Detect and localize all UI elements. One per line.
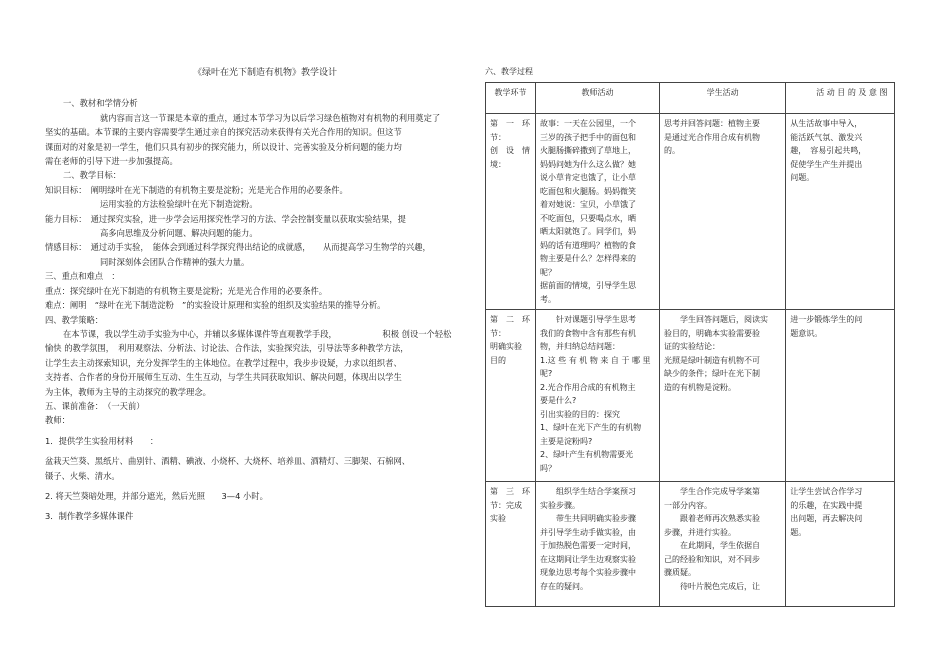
right-page: [485, 66, 895, 607]
cell-line: 火腿肠撕碎撒到了草地上，: [540, 146, 637, 155]
header-cell: 活 动 目 的 及 意 图: [786, 83, 895, 114]
text-line: 就内容而言这一节课是本章的重点，通过本节学习为以后学习绿色植物对有机物的利用奠定了: [100, 112, 441, 123]
cell-line: 晒太阳就饱了。同学们，妈: [540, 227, 637, 236]
table-cell: [660, 114, 786, 310]
cell-line: 我们的食物中含有那些有机: [540, 328, 637, 338]
cell-line: 据前面的情境，引导学生思: [540, 281, 637, 290]
cell-line: 三岁的孩子把手中的面包和: [540, 132, 637, 142]
header-cell: 教师活动: [536, 83, 660, 114]
cell-line: 考。: [540, 294, 557, 304]
table-cell: [536, 114, 660, 310]
text-line: 一、教材和学情分析: [63, 98, 138, 109]
table-cell: [486, 310, 536, 482]
cell-line: 题。: [790, 527, 807, 537]
cell-line: 2、绿叶产生有机物需要光: [540, 450, 634, 459]
text-line: 重点：探究绿叶在光下制造的有机物主要是淀粉；光是光合作用的必要条件。: [45, 285, 328, 296]
text-line: 二、教学目标：: [63, 170, 122, 181]
text-line: 同时深刻体会团队合作精神的强大力量。: [100, 256, 250, 267]
cell-line: 验目的，明确本实验需要验: [664, 328, 761, 338]
cell-line: 证的实验结论：: [664, 342, 721, 351]
cell-line: 1、绿叶在光下产生的有机物: [540, 423, 642, 432]
cell-line: 创 设 情: [490, 146, 530, 155]
cell-line: 物，并归纳总结问题：: [540, 342, 621, 351]
text-line: 课面对的对象是初一学生，他们只具有初步的探究能力，所以设计、完善实验及分析问题的能力均: [45, 141, 402, 152]
cell-line: 缺少的条件；绿叶在光下制: [664, 369, 761, 378]
cell-line: 在此期间，学生依据自: [664, 541, 761, 550]
table-cell: [786, 114, 895, 310]
cell-line: 步骤，并进行实验。: [664, 527, 737, 537]
table-cell: [786, 482, 895, 607]
left-body: [45, 96, 465, 523]
cell-line: 1.这 些 有 机 物 来 自 于 哪 里: [540, 355, 651, 365]
header-cell: 学生活动: [660, 83, 786, 114]
text-line: 支持者、合作者的身份开展师生互动、生生互动，与学生共同获取知识、解决问题，体现出以学生: [45, 372, 402, 383]
table-cell: [536, 310, 660, 482]
text-line: 坚实的基础。本节课的主要内容需要学生通过亲自的探究活动来获得有关光合作用的知识。但这节: [45, 127, 402, 138]
text-line: 镊子、火柴、清水。: [45, 470, 120, 481]
text-line: 知识目标： 阐明绿叶在光下制造的有机物主要是淀粉；光是光合作用的必要条件。: [45, 184, 348, 195]
text-line: 情感目标： 通过动手实验， 能体会到通过科学探究得出结论的成就感， 从而提高学习生物学的兴趣，: [45, 242, 431, 253]
cell-line: 妈妈问她为什么这么做？她: [540, 159, 637, 169]
cell-line: 故事：一天在公园里，一个: [540, 119, 637, 128]
cell-line: 呢？: [540, 267, 557, 277]
text-line: 1．提供学生实验用材料 ：: [45, 435, 159, 446]
cell-line: 第 三 环: [490, 487, 530, 496]
cell-line: 在这期间让学生边观察实验: [540, 554, 637, 564]
cell-line: 吗？: [540, 463, 557, 473]
cell-line: 让学生尝试合作学习: [790, 487, 863, 496]
cell-line: 第 二 环: [490, 315, 530, 324]
cell-line: 着对她说：宝贝，小草饿了: [540, 200, 637, 209]
text-line: 为主体，教师为主导的主动探究的教学理念。: [45, 386, 211, 397]
cell-line: 的乐趣，在实践中提: [790, 500, 863, 510]
text-line: 3．制作教学多媒体课件: [45, 511, 134, 522]
text-line: 在本节课，我以学生动手实验为中心，并辅以多媒体课件等直观教学手段， 积极 创设一个轻松: [63, 328, 452, 339]
cell-line: 跟着老师再次熟悉实验: [664, 514, 761, 523]
table-row: [486, 310, 895, 482]
cell-line: 趣， 容易引起共鸣，: [790, 146, 867, 155]
cell-line: 促使学生产生并提出: [790, 159, 863, 169]
cell-line: 要是什么?: [540, 396, 577, 405]
cell-line: 存在的疑问。: [540, 581, 589, 591]
cell-line: 学生合作完成导学案第: [664, 487, 761, 496]
cell-line: 问题。: [790, 173, 815, 182]
cell-line: 是通过光合作用合成有机物: [664, 132, 761, 142]
cell-line: 节：: [490, 328, 506, 338]
text-line: 高多向思维及分析问题、解决问题的能力。: [100, 228, 258, 239]
text-line: 教师：: [45, 415, 70, 426]
table-cell: [486, 482, 536, 607]
cell-line: 骤质疑。: [664, 568, 697, 577]
cell-line: 说小草肯定也饿了，让小草: [540, 173, 637, 182]
cell-line: 能活跃气氛、激发兴: [790, 132, 863, 142]
cell-line: 学生回答问题后，阅读实: [664, 315, 769, 324]
cell-line: 吃面包和火腿肠。妈妈微笑: [540, 186, 637, 196]
cell-line: 题意识。: [790, 328, 823, 338]
teaching-process-table: [485, 82, 895, 607]
text-line: 三、重点和难点 ：: [45, 271, 120, 282]
cell-line: 带生共同明确实验步骤: [540, 514, 637, 523]
text-line: 2. 将天竺葵暗处理，并部分遮光，然后光照 3—4 小时。: [45, 490, 268, 501]
cell-line: 出问题，再去解决问: [790, 514, 863, 523]
cell-line: 思考并回答问题：植物主要: [664, 119, 761, 128]
text-line: 能力目标： 通过探究实验，进一步学会运用探究性学习的方法、学会控制变量以获取实验结果，提: [45, 213, 406, 224]
table-cell: [660, 310, 786, 482]
table-cell: [486, 114, 536, 310]
text-line: 四、教学策略：: [45, 314, 104, 325]
cell-line: 从生活故事中导入，: [790, 119, 863, 128]
cell-line: 于加热脱色需要一定时间，: [540, 541, 637, 550]
cell-line: 呢?: [540, 369, 553, 378]
cell-line: 实验步骤。: [540, 500, 581, 510]
left-page: [45, 66, 465, 524]
text-line: 愉快 的教学氛围， 利用观察法、分析法、讨论法、合作法，实验探究法，引导法等多种教学方法，: [45, 343, 409, 354]
cell-line: 己的经验和知识，对不同步: [664, 554, 761, 564]
table-row: [486, 482, 895, 607]
cell-line: 待叶片脱色完成后，让: [664, 581, 761, 591]
cell-line: 目的: [490, 355, 506, 365]
section-heading: 六、教学过程: [485, 67, 533, 76]
table-cell: [536, 482, 660, 607]
cell-line: 明确实验: [490, 342, 522, 351]
text-line: 让学生去主动探索知识，充分发挥学生的主体地位。在教学过程中，我步步设疑，力求以组织者、: [45, 357, 402, 368]
cell-line: 节：: [490, 132, 506, 142]
cell-line: 的。: [664, 146, 681, 155]
table-cell: [660, 482, 786, 607]
document-title: 《绿叶在光下制造有机物》教学设计: [192, 68, 337, 78]
cell-line: 造的有机物是淀粉。: [664, 382, 737, 392]
cell-line: 不吃面包，只要喝点水，晒: [540, 213, 637, 223]
text-line: 难点：阐明 “绿叶在光下制造淀粉 ”的实验设计原理和实验的组织及实验结果的推导分析。: [45, 300, 386, 311]
text-line: 需在老师的引导下进一步加强提高。: [45, 156, 178, 167]
table-header-row: [486, 83, 895, 114]
cell-line: 现象边思考每个实验步骤中: [540, 568, 637, 577]
cell-line: 妈的话有道理吗？植物的食: [540, 240, 637, 250]
header-cell: 教学环节: [486, 83, 536, 114]
cell-line: 物主要是什么？怎样得来的: [540, 254, 637, 263]
cell-line: 第 一 环: [490, 119, 530, 128]
cell-line: 引出实验的目的：探究: [540, 409, 621, 419]
cell-line: 光照是绿叶制造有机物不可: [664, 355, 761, 365]
cell-line: 一部分内容。: [664, 500, 713, 510]
cell-line: 针对课题引导学生思考: [540, 315, 637, 324]
cell-line: 组织学生结合学案预习: [540, 487, 637, 496]
cell-line: 实验: [490, 514, 506, 523]
table-row: [486, 114, 895, 310]
cell-line: 2.光合作用合成的有机物主: [540, 382, 636, 392]
text-line: 五、课前准备： （一天前）: [45, 400, 145, 411]
cell-line: 境：: [490, 159, 506, 169]
cell-line: 进一步锻炼学生的问: [790, 315, 863, 324]
cell-line: 并引导学生动手做实验，由: [540, 527, 637, 537]
text-line: 运用实验的方法检验绿叶在光下制造淀粉。: [100, 199, 258, 210]
text-line: 盆栽天竺葵、黑纸片、曲别针、酒精、碘液、小烧杯、大烧杯、培养皿、酒精灯、三脚架、石棉网、: [45, 456, 411, 467]
cell-line: 节：完成: [490, 500, 522, 510]
table-cell: [786, 310, 895, 482]
cell-line: 主要是淀粉吗?: [540, 436, 593, 446]
